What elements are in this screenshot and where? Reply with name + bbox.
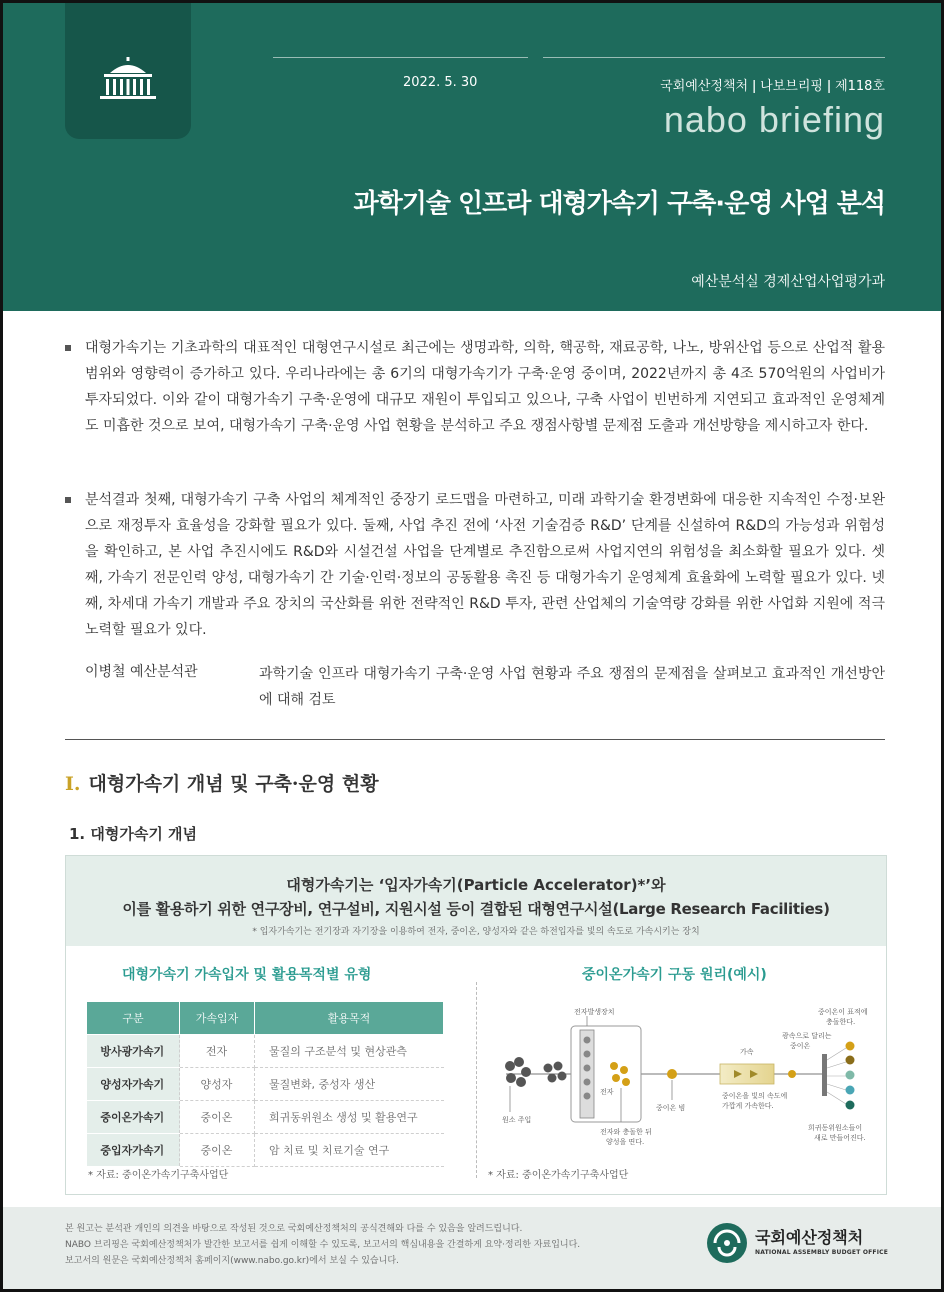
diagram-source: * 자료: 중이온가속기구축사업단: [488, 1170, 629, 1181]
isotope-label-2: 새로 만들어진다.: [814, 1134, 866, 1142]
summary-bullet-1: [65, 335, 885, 439]
column-header: 활용목적: [255, 1002, 444, 1035]
author-description: 과학기술 인프라 대형가속기 구축·운영 사업 현황과 주요 쟁점의 문제점을 살펴보고 효과적인 개선방안에 대해 검토: [259, 666, 885, 708]
page-title: 과학기술 인프라 대형가속기 구축·운영 사업 분석: [353, 189, 885, 219]
nabo-logo-icon: [705, 1221, 749, 1265]
table-cell: 중이온가속기: [87, 1101, 180, 1134]
figure-definition-line-2: 이를 활용하기 위한 연구장비, 연구설비, 지원시설 등이 결합된 대형연구시설(Large Research Facilities): [122, 900, 830, 918]
summary-text-1: 대형가속기는 기초과학의 대표적인 대형연구시설로 최근에는 생명과학, 의학, 핵공학, 재료공학, 나노, 방위산업 등으로 산업적 활용 범위와 영향력이 증가하고 있다. 우리나라에는 총 6기의 대형가속기가 구축·운영 중이며, 2022년까지 총 4조 570억원의 사업비가 투자되었다. 이와 같이 대형가속기 구축·운영에 대규모 재원이 투입되고 있으나, 구축 사업이 빈번하게 지연되고 효과적인 운영체계도 미흡한 것으로 보여, 대형가속기 구축·운영 사업 현황을 분석하고 주요 쟁점사항별 문제점 도출과 개선방향을 제시하고자 한다.: [85, 340, 885, 434]
header-rule-left: [273, 57, 528, 58]
electron-source-label: 전자발생장치: [574, 1008, 615, 1016]
accelerator-section: [720, 1064, 774, 1084]
diagram-title: 중이온가속기 구동 원리(예시): [582, 967, 767, 983]
table-row: [87, 1068, 444, 1101]
table-cell: 전자: [180, 1035, 255, 1068]
table-row: [87, 1035, 444, 1068]
section-number: I.: [65, 773, 81, 795]
table-header-row: [87, 1002, 444, 1035]
target-label-2: 충돌한다.: [826, 1018, 856, 1026]
accel-desc-1: 중이온을 빛의 속도에: [722, 1092, 788, 1100]
accelerator-principle-diagram: [496, 996, 876, 1156]
figure-separator: [476, 982, 477, 1178]
header-rule-right: [543, 57, 885, 58]
ion-injection-label: 원소 주입: [502, 1116, 532, 1124]
square-bullet-icon: [65, 345, 71, 351]
figure-definition-line-1: 대형가속기는 ‘입자가속기(Particle Accelerator)*’와: [286, 876, 666, 894]
brand-wordmark: nabo briefing: [663, 99, 885, 140]
table-cell: 중이온: [180, 1134, 255, 1167]
concept-figure: [65, 855, 887, 1195]
accelerator-type-table: [86, 1001, 444, 1167]
national-assembly-icon: [96, 55, 160, 105]
series-info: 국회예산정책처 ǀ 나보브리핑 ǀ 제118호: [660, 79, 885, 94]
table-cell: 양성자: [180, 1068, 255, 1101]
figure-header: [66, 856, 886, 946]
section-divider: [65, 739, 885, 740]
footer-note-1: 본 원고는 분석관 개인의 의견을 바탕으로 작성된 것으로 국회예산정책처의 공식견해와 다를 수 있음을 알려드립니다.: [65, 1224, 523, 1234]
column-header: 구분: [87, 1002, 180, 1035]
table-cell: 암 치료 및 치료기술 연구: [255, 1134, 444, 1167]
table-source: * 자료: 중이온가속기구축사업단: [88, 1170, 229, 1181]
footer: [3, 1207, 941, 1289]
ions-icon: [544, 1062, 567, 1083]
collision-label-2: 양성을 띤다.: [606, 1138, 645, 1146]
footer-note-2: NABO 브리핑은 국회예산정책처가 발간한 보고서를 쉽게 이해할 수 있도록, 보고서의 핵심내용을 간결하게 요약·정리한 자료입니다.: [65, 1240, 581, 1250]
table-cell: 중이온: [180, 1101, 255, 1134]
publication-date: 2022. 5. 30: [403, 75, 478, 90]
accel-desc-2: 가깝게 가속한다.: [722, 1102, 774, 1110]
table-cell: 희귀동위원소 생성 및 활용연구: [255, 1101, 444, 1134]
ion-beam-particle: [667, 1069, 677, 1079]
table-cell: 물질의 구조분석 및 현상관측: [255, 1035, 444, 1068]
summary-text-2: 분석결과 첫째, 대형가속기 구축 사업의 체계적인 중장기 로드맵을 마련하고, 미래 과학기술 환경변화에 대응한 지속적인 수정·보완으로 재정투자 효율성을 강화할 필요가 있다. 둘째, 사업 추진 전에 ‘사전 기술검증 R&D’ 단계를 신설하여 R&D의 가능성과 위험성을 확인하고, 본 사업 추진시에도 R&D와 시설건설 사업을 단계별로 추진함으로써 사업지연의 위험성을 최소화할 필요가 있다. 셋째, 가속기 전문인력 양성, 대형가속기 간 기술·인력·정보의 공동활용 촉진 등 대형가속기 운영체계 효율화에 노력할 필요가 있다. 넷째, 차세대 가속기 개발과 주요 장치의 국산화를 위한 전략적인 R&D 투자, 관련 산업체의 기술역량 강화를 위한 사업화 지원에 적극 노력할 필요가 있다.: [85, 492, 885, 638]
column-header: 가속입자: [180, 1002, 255, 1035]
section-title: [65, 769, 379, 796]
ion-beam-label: 중이온 빔: [656, 1104, 686, 1112]
subsection-title: 1. 대형가속기 개념: [69, 825, 198, 843]
speed-label-1: 광속으로 달리는: [782, 1032, 832, 1040]
table-cell: 양성자가속기: [87, 1068, 180, 1101]
figure-footnote: * 입자가속기는 전기장과 자기장을 이용하여 전자, 중이온, 양성자와 같은 하전입자를 빛의 속도로 가속시키는 장치: [252, 927, 700, 937]
element-atoms-icon: [505, 1057, 531, 1087]
org-name: 국회예산정책처: [755, 1228, 864, 1247]
collision-label: 전자와 충돌한 뒤: [600, 1128, 652, 1136]
summary-bullet-2: [65, 487, 885, 643]
fast-ion-particle: [788, 1070, 796, 1078]
header-banner: [3, 3, 941, 311]
target-label-1: 중이온이 표적에: [818, 1008, 868, 1016]
logo-tab: [65, 3, 191, 139]
electron-label: 전자: [600, 1088, 614, 1096]
section-heading: 대형가속기 개념 및 구축·운영 현황: [88, 773, 379, 795]
speed-label-2: 중이온: [790, 1042, 811, 1050]
org-name-english: NATIONAL ASSEMBLY BUDGET OFFICE: [755, 1249, 889, 1256]
isotope-label-1: 희귀동위원소들이: [808, 1124, 863, 1132]
isotopes-icon: [846, 1042, 855, 1110]
table-row: [87, 1101, 444, 1134]
department: 예산분석실 경제산업사업평가과: [691, 274, 885, 290]
author-name: 이병철 예산분석관: [85, 664, 198, 680]
footer-note-3: 보고서의 원문은 국회예산정책처 홈페이지(www.nabo.go.kr)에서 보실 수 있습니다.: [65, 1256, 399, 1266]
table-cell: 물질변화, 중성자 생산: [255, 1068, 444, 1101]
table-cell: 중입자가속기: [87, 1134, 180, 1167]
square-bullet-icon: [65, 497, 71, 503]
target-plate: [822, 1054, 827, 1096]
table-title: 대형가속기 가속입자 및 활용목적별 유형: [122, 967, 372, 983]
table-row: [87, 1134, 444, 1167]
accel-label: 가속: [740, 1048, 754, 1056]
table-cell: 방사광가속기: [87, 1035, 180, 1068]
